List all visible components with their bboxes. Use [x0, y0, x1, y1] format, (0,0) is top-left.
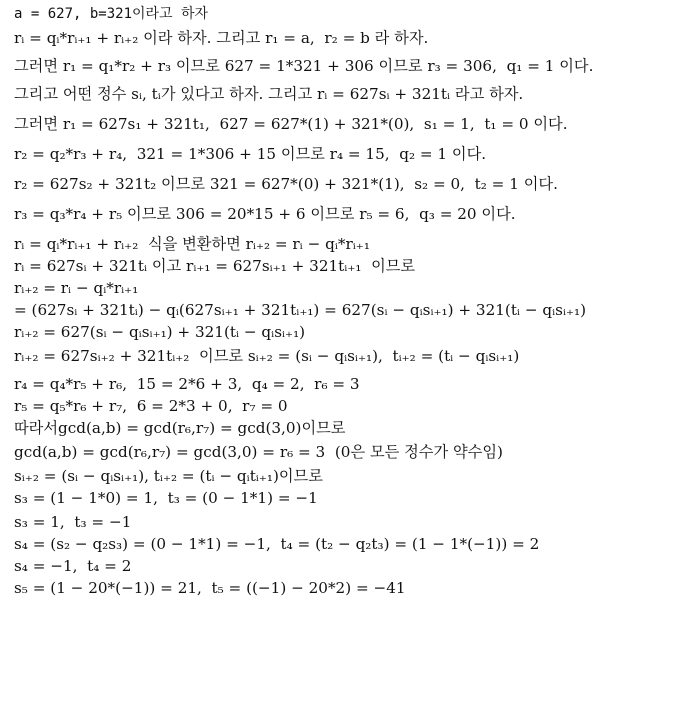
text-line: rᵢ₊₂ = 627(sᵢ − qᵢsᵢ₊₁) + 321(tᵢ − qᵢsᵢ₊₁): [14, 323, 306, 341]
text-line: 따라서gcd(a,b) = gcd(r₆,r₇) = gcd(3,0)이므로: [14, 419, 346, 437]
text-line: s₃ = (1 − 1*0) = 1, t₃ = (0 − 1*1) = −1: [14, 489, 318, 507]
text-line: rᵢ = 627sᵢ + 321tᵢ 이고 rᵢ₊₁ = 627sᵢ₊₁ + 321tᵢ₊₁ 이므로: [14, 257, 416, 275]
text-line: rᵢ₊₂ = 627sᵢ₊₂ + 321tᵢ₊₂ 이므로 sᵢ₊₂ = (sᵢ − qᵢsᵢ₊₁), tᵢ₊₂ = (tᵢ − qᵢsᵢ₊₁): [14, 347, 520, 365]
text-line: sᵢ₊₂ = (sᵢ − qᵢsᵢ₊₁), tᵢ₊₂ = (tᵢ − qᵢtᵢ₊₁)이므로: [14, 467, 323, 485]
text-line: 그리고 어떤 정수 sᵢ, tᵢ가 있다고 하자. 그리고 rᵢ = 627sᵢ + 321tᵢ 라고 하자.: [14, 85, 524, 103]
text-line: rᵢ₊₂ = rᵢ − qᵢ*rᵢ₊₁: [14, 279, 139, 297]
text-line: gcd(a,b) = gcd(r₆,r₇) = gcd(3,0) = r₆ = 3 (0은 모든 정수가 약수임): [14, 443, 503, 461]
text-line: rᵢ = qᵢ*rᵢ₊₁ + rᵢ₊₂ 식을 변환하면 rᵢ₊₂ = rᵢ − qᵢ*rᵢ₊₁: [14, 235, 370, 253]
text-line: = (627sᵢ + 321tᵢ) − qᵢ(627sᵢ₊₁ + 321tᵢ₊₁) = 627(sᵢ − qᵢsᵢ₊₁) + 321(tᵢ − qᵢsᵢ₊₁): [14, 301, 587, 319]
text-line: s₄ = (s₂ − q₂s₃) = (0 − 1*1) = −1, t₄ = (t₂ − q₂t₃) = (1 − 1*(−1)) = 2: [14, 535, 540, 553]
text-line: s₃ = 1, t₃ = −1: [14, 513, 132, 531]
text-line: s₅ = (1 − 20*(−1)) = 21, t₅ = ((−1) − 20*2) = −41: [14, 579, 406, 597]
text-line: r₄ = q₄*r₅ + r₆, 15 = 2*6 + 3, q₄ = 2, r₆ = 3: [14, 375, 360, 393]
text-line: r₃ = q₃*r₄ + r₅ 이므로 306 = 20*15 + 6 이므로 r₅ = 6, q₃ = 20 이다.: [14, 205, 516, 223]
text-line: r₂ = 627s₂ + 321t₂ 이므로 321 = 627*(0) + 321*(1), s₂ = 0, t₂ = 1 이다.: [14, 175, 558, 193]
text-line: 그러면 r₁ = q₁*r₂ + r₃ 이므로 627 = 1*321 + 306 이므로 r₃ = 306, q₁ = 1 이다.: [14, 57, 594, 75]
text-line: s₄ = −1, t₄ = 2: [14, 557, 132, 575]
document-body: [14, 4, 676, 598]
text-line: rᵢ = qᵢ*rᵢ₊₁ + rᵢ₊₂ 이라 하자. 그리고 r₁ = a, r₂ = b 라 하자.: [14, 29, 429, 47]
text-line: r₂ = q₂*r₃ + r₄, 321 = 1*306 + 15 이므로 r₄ = 15, q₂ = 1 이다.: [14, 145, 487, 163]
text-line: 그러면 r₁ = 627s₁ + 321t₁, 627 = 627*(1) + 321*(0), s₁ = 1, t₁ = 0 이다.: [14, 115, 568, 133]
text-line: a = 627, b=321이라고 하자: [14, 6, 209, 22]
text-line: r₅ = q₅*r₆ + r₇, 6 = 2*3 + 0, r₇ = 0: [14, 397, 288, 415]
